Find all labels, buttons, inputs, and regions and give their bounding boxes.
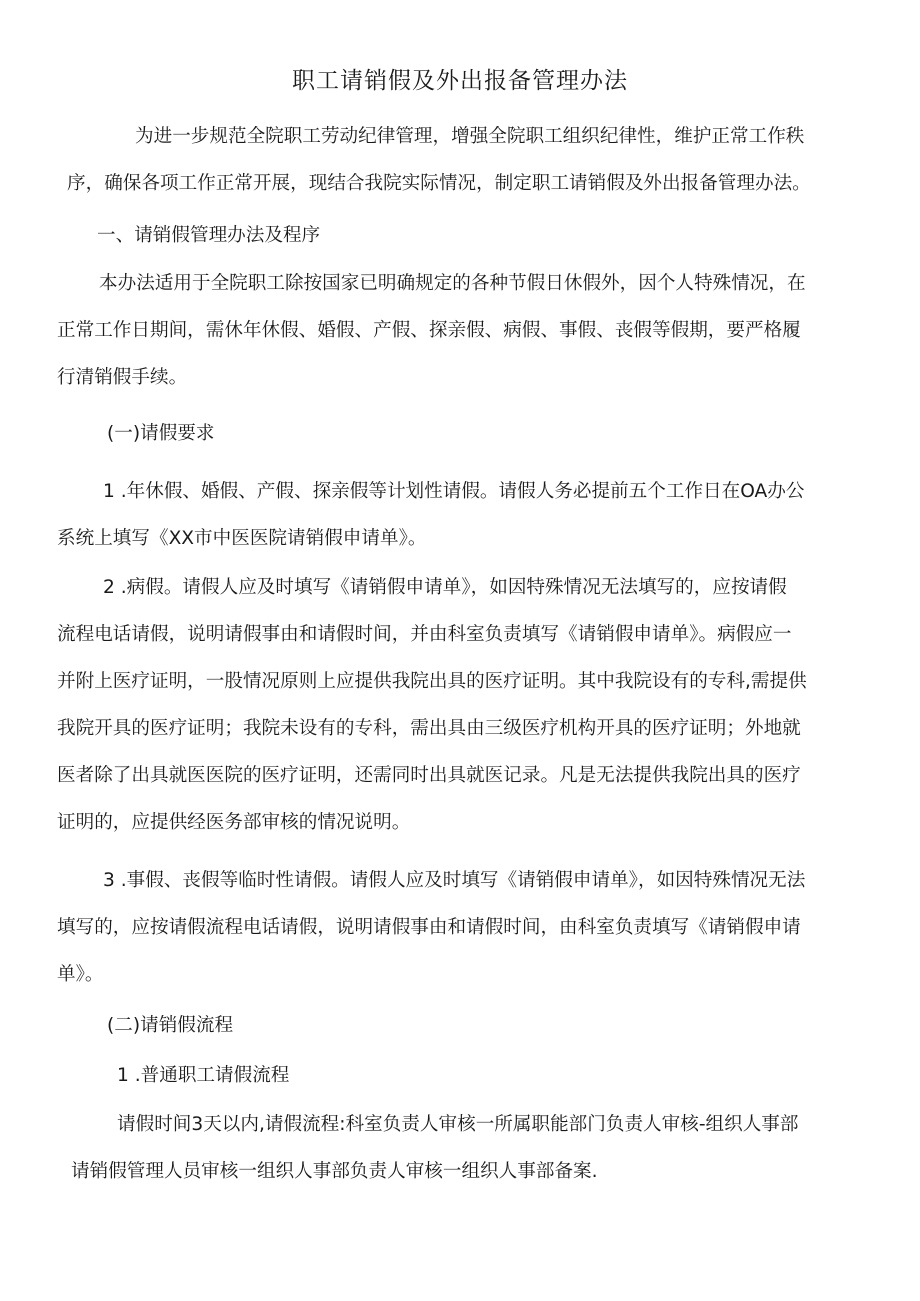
paragraph-item-3 [57, 857, 865, 998]
text-line: 单》。 [57, 964, 104, 985]
text-line: (二)请销假流程 [107, 1015, 234, 1036]
paragraph-scope [57, 260, 865, 401]
text-line: 行清销假手续。 [57, 367, 188, 388]
text-line: 1 .普通职工请假流程 [117, 1065, 290, 1086]
paragraph-item-2 [57, 564, 865, 846]
text-line: 并附上医疗证明，一股情况原则上应提供我院出具的医疗证明。其中我院设有的专科,需提供 [57, 671, 807, 692]
text-line: 证明的，应提供经医务部审核的情况说明。 [57, 812, 411, 833]
text-line: 本办法适用于全院职工除按国家已明确规定的各种节假日休假外，因个人特殊情况，在 [99, 273, 806, 294]
text-line: 为进一步规范全院职工劳动纪律管理，增强全院职工组织纪律性，维护正常工作秩 [135, 126, 805, 147]
subsection-heading-1 [57, 410, 865, 457]
text-line: 流程电话请假，说明请假事由和请假时间，并由科室负责填写《请销假申请单》。病假应一 [57, 624, 792, 645]
text-line: 请假时间3天以内,请假流程:科室负责人审核一所属职能部门负责人审核-组织人事部 [117, 1114, 799, 1135]
text-line: 2 .病假。请假人应及时填写《请销假申请单》，如因特殊情况无法填写的，应按请假 [103, 577, 787, 598]
text-line: 医者除了出具就医医院的医疗证明，还需同时出具就医记录。凡是无法提供我院出具的医疗 [57, 765, 801, 786]
text-line: 正常工作日期间，需休年休假、婚假、产假、探亲假、病假、事假、丧假等假期，要严格履 [57, 320, 801, 341]
subsection-heading-2 [57, 1002, 865, 1049]
text-line: 序，确保各项工作正常开展，现结合我院实际情况，制定职工请销假及外出报备管理办法。 [67, 173, 811, 194]
section-heading-1 [57, 212, 865, 259]
text-line: 请销假管理人员审核一组织人事部负责人审核一组织人事部备案. [71, 1161, 598, 1182]
text-line: 3 .事假、丧假等临时性请假。请假人应及时填写《请销假申请单》，如因特殊情况无法 [103, 870, 806, 891]
paragraph-item-1 [57, 468, 865, 562]
text-line: 1 .年休假、婚假、产假、探亲假等计划性请假。请假人务必提前五个工作日在OA办公 [103, 481, 805, 502]
text-line: 填写的，应按请假流程电话请假，说明请假事由和请假时间，由科室负责填写《请销假申请 [57, 917, 801, 938]
text-line: 一、请销假管理办法及程序 [97, 225, 321, 246]
text-line: 我院开具的医疗证明；我院未设有的专科，需出具由三级医疗机构开具的医疗证明；外地就 [57, 718, 801, 739]
paragraph-flow-1 [57, 1101, 865, 1195]
text-line: (一)请假要求 [107, 423, 215, 444]
document-title: 职工请销假及外出报备管理办法 [292, 68, 628, 94]
paragraph-intro [57, 113, 865, 207]
flow-heading-1 [57, 1052, 865, 1099]
text-line: 系统上填写《XX市中医医院请销假申请单》。 [57, 528, 427, 549]
